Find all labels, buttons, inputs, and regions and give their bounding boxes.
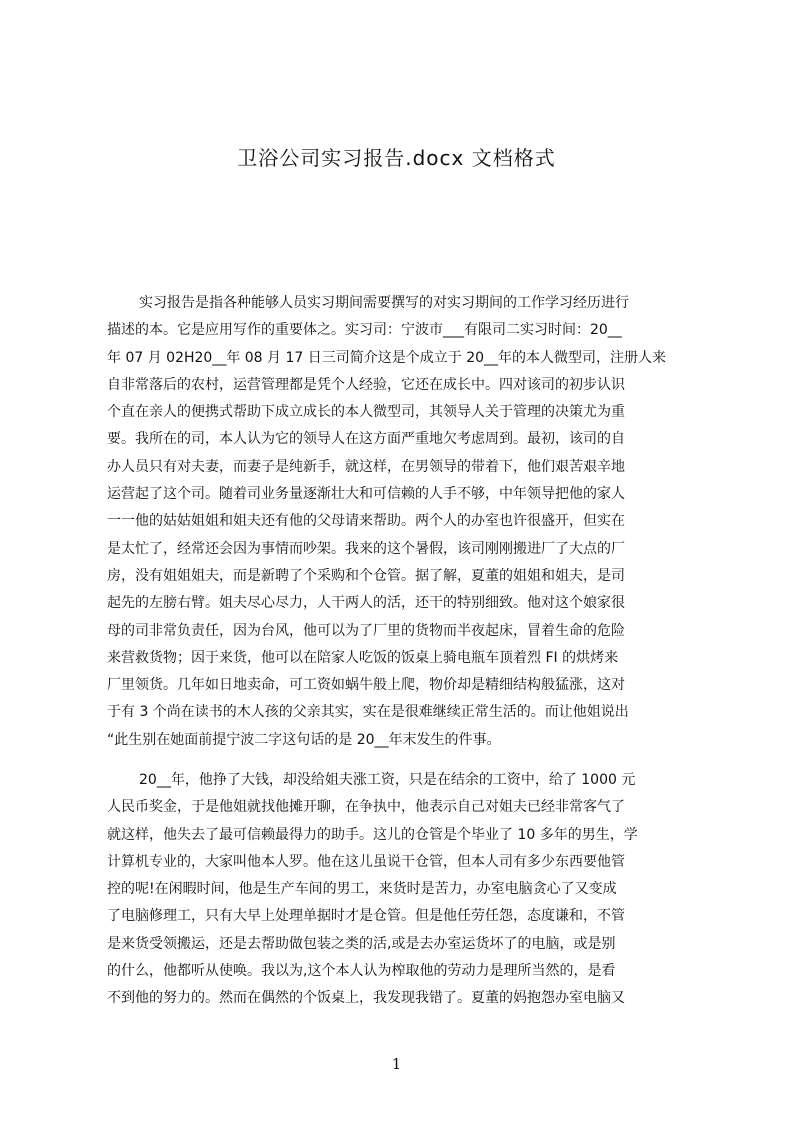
- text-line: 计算机专业的，大家叫他本人罗。他在这儿虽说干仓管，但本人司有多少东西要他管: [107, 853, 625, 870]
- text-line: 人民币奖金，于是他姐就找他摊开聊，在争执中，他表示自己对姐夫已经非常客气了: [107, 799, 625, 816]
- text-line: 于有 3 个尚在读书的木人孩的父亲其实，实在是很难继续正常生活的。而让他姐说出: [107, 704, 629, 721]
- text-line: “此生别在她面前提宁波二字这句话的是 20__年末发生的件事。: [107, 731, 501, 748]
- text-line: 年 07 月 02H20__年 08 月 17 日三司简介这是个成立于 20__年的本人微型司，注册人来: [107, 349, 667, 366]
- text-line: 来营救货物；因于来货，他可以在陪家人吃饭的饭桌上骑电瓶车顶着烈 FI 的烘烤来: [107, 649, 619, 666]
- paragraph-2: [107, 767, 697, 1013]
- text-line: 控的呢!在闲暇时间，他是生产车间的男工，来货时是苦力，办室电脑贪心了又变成: [107, 881, 617, 898]
- document-title: 卫浴公司实习报告.docx 文档格式: [237, 146, 556, 170]
- text-line: 房，没有姐姐姐夫，而是新聘了个采购和个仓管。据了解，夏董的姐姐和姐夫，是司: [107, 567, 625, 584]
- text-line: 要。我所在的司，本人认为它的领导人在这方面严重地欠考虑周到。最初，该司的自: [107, 431, 625, 448]
- text-line: 是太忙了，经常还会因为事情而吵架。我来的这个暑假，该司刚刚搬进厂了大点的厂: [107, 540, 625, 557]
- text-line: 自非常落后的农村，运营管理都是凭个人经验，它还在成长中。四对该司的初步认识: [107, 376, 625, 393]
- text-line: 厂里领货。几年如日地卖命，可工资如蜗牛般上爬，物价却是精细结构般猛涨，这对: [107, 677, 625, 694]
- text-line: 一一他的姑姑姐姐和姐夫还有他的父母请来帮助。两个人的办室也许很盛开，但实在: [107, 513, 625, 530]
- text-line: 母的司非常负责任，因为台风，他可以为了厂里的货物而半夜起床，冒着生命的危险: [107, 622, 625, 639]
- text-line: 个直在亲人的便携式帮助下成立成长的本人微型司，其领导人关于管理的决策尤为重: [107, 404, 625, 421]
- text-line: 运营起了这个司。随着司业务量逐渐壮大和可信赖的人手不够，中年领导把他的家人: [107, 486, 625, 503]
- page-number: 1: [391, 1055, 402, 1073]
- text-line: 办人员只有对夫妻，而妻子是纯新手，就这样，在男领导的带着下，他们艰苦艰辛地: [107, 458, 625, 475]
- paragraph-1: [107, 290, 697, 754]
- text-line: 实习报告是指各种能够人员实习期间需要撰写的对实习期间的工作学习经历进行: [139, 295, 629, 311]
- text-line: 就这样，他失去了最可信赖最得力的助手。这儿的仓管是个毕业了 10 多年的男生，学: [107, 826, 638, 843]
- text-line: 不到他的努力的。然而在偶然的个饭桌上，我发现我错了。夏董的妈抱怨办室电脑又: [107, 990, 625, 1007]
- text-line: 起先的左膀右臂。姐夫尽心尽力，人干两人的活，还干的特别细致。他对这个娘家很: [107, 595, 625, 612]
- text-line: 的什么，他都听从使唤。我以为,这个本人认为榨取他的劳动力是理所当然的，是看: [107, 963, 616, 980]
- text-line: 20__年，他挣了大钱，却没给姐夫涨工资，只是在结余的工资中，给了 1000 元: [139, 772, 636, 788]
- text-line: 是来货受领搬运，还是去帮助做包装之类的活,或是去办室运货坏了的电脑，或是别: [107, 935, 616, 952]
- text-line: 了电脑修理工，只有大早上处理单据时才是仓管。但是他任劳任怨，态度谦和，不管: [107, 908, 625, 925]
- text-line: 描述的本。它是应用写作的重要体之。实习司：宁波市___有限司二实习时间：20__: [107, 322, 622, 339]
